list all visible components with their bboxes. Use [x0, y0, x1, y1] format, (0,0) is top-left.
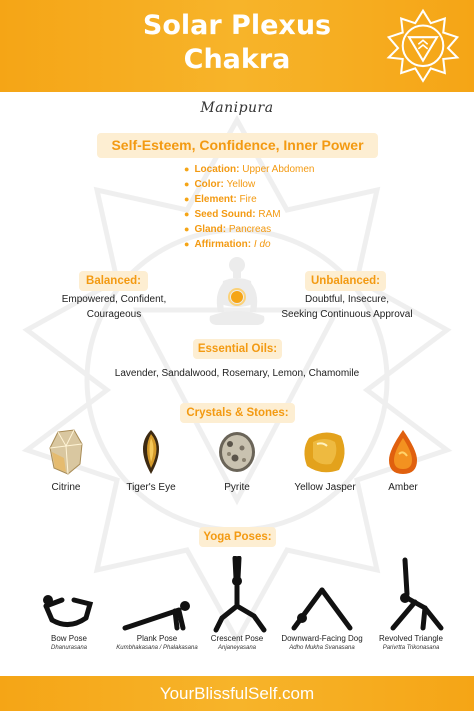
- pose-sanskrit-name: Kumbhakasana / Phalakasana: [116, 645, 198, 651]
- pose-sanskrit-name: Adho Mukha Svanasana: [289, 645, 355, 651]
- bullet-icon: ●: [184, 224, 190, 234]
- pyrite-crystal-icon: [217, 428, 257, 476]
- essential-oils-label: Essential Oils:: [193, 339, 282, 359]
- crystal-pyrite: [202, 428, 272, 493]
- attribute-key: Location: [194, 164, 237, 175]
- amber-crystal-icon: [383, 428, 423, 476]
- pose-sanskrit-name: Anjaneyasana: [217, 645, 257, 651]
- balanced-label: Balanced:: [79, 271, 148, 291]
- manipura-chakra-symbol-icon: [384, 6, 462, 84]
- attribute-key: Seed Sound: [194, 209, 253, 220]
- sanskrit-name: Manipura: [200, 100, 274, 116]
- pose-name: Crescent Pose: [210, 634, 264, 643]
- crescent-pose-figure-icon: [202, 556, 272, 634]
- attribute-list: [184, 162, 315, 252]
- balanced-line: Courageous: [86, 309, 142, 320]
- bullet-icon: ●: [184, 239, 190, 249]
- attribute-key: Gland: [194, 224, 223, 235]
- attribute-seed-sound: ● Seed Sound: RAM: [184, 209, 281, 220]
- pose-sanskrit-name: Parivrtta Trikonasana: [382, 645, 440, 651]
- pose-name: Plank Pose: [136, 634, 178, 643]
- essential-oils-list: Lavender, Sandalwood, Rosemary, Lemon, Chamomile: [114, 368, 360, 379]
- pose-name: Bow Pose: [50, 634, 88, 643]
- unbalanced-description: [276, 292, 418, 322]
- pose-name: Downward-Facing Dog: [281, 634, 363, 643]
- attribute-color: ● Color: Yellow: [184, 179, 256, 190]
- balanced-description: [40, 292, 188, 322]
- pose-downward-dog: [272, 556, 372, 652]
- attribute-element: ● Element: Fire: [184, 194, 257, 205]
- unbalanced-label: Unbalanced:: [305, 271, 386, 291]
- bullet-icon: ●: [184, 164, 190, 174]
- attribute-key: Element: [194, 194, 234, 205]
- crystal-label: Tiger's Eye: [126, 482, 176, 493]
- unbalanced-line: Seeking Continuous Approval: [281, 309, 413, 320]
- attribute-value: I do: [253, 239, 271, 250]
- unbalanced-line: Doubtful, Insecure,: [305, 294, 389, 305]
- pose-bow: [19, 556, 119, 652]
- attribute-value: Upper Abdomen: [242, 164, 315, 175]
- pose-revolved-triangle: [361, 556, 461, 652]
- revolved-triangle-figure-icon: [371, 556, 451, 634]
- attribute-value: Pancreas: [228, 224, 272, 235]
- attribute-value: Yellow: [226, 179, 256, 190]
- page-title-line1: Solar Plexus: [142, 10, 332, 41]
- crystals-label: Crystals & Stones:: [180, 403, 295, 423]
- crystal-label: Yellow Jasper: [294, 482, 356, 493]
- bullet-icon: ●: [184, 209, 190, 219]
- attribute-key: Affirmation: [194, 239, 248, 250]
- attribute-value: Fire: [239, 194, 257, 205]
- theme-banner: Self-Esteem, Confidence, Inner Power: [97, 133, 378, 158]
- crystal-citrine: [31, 428, 101, 493]
- crystal-amber: [368, 428, 438, 493]
- meditating-figure-icon: [206, 254, 268, 326]
- yellow-jasper-crystal-icon: [301, 428, 349, 476]
- pose-name: Revolved Triangle: [378, 634, 444, 643]
- bullet-icon: ●: [184, 194, 190, 204]
- bow-pose-figure-icon: [34, 556, 104, 634]
- attribute-affirmation: ● Affirmation: I do: [184, 239, 271, 250]
- balanced-line: Empowered, Confident,: [61, 294, 167, 305]
- yoga-poses-label: Yoga Poses:: [199, 527, 276, 547]
- crystal-label: Citrine: [51, 482, 81, 493]
- plank-pose-figure-icon: [117, 556, 197, 634]
- tigers-eye-crystal-icon: [131, 428, 171, 476]
- header-banner: [0, 0, 474, 92]
- attribute-value: RAM: [258, 209, 281, 220]
- attribute-gland: ● Gland: Pancreas: [184, 224, 272, 235]
- citrine-crystal-icon: [46, 428, 86, 476]
- crystal-label: Amber: [388, 482, 418, 493]
- bullet-icon: ●: [184, 179, 190, 189]
- page-title-line2: Chakra: [183, 44, 291, 75]
- attribute-key: Color: [194, 179, 221, 190]
- crystal-label: Pyrite: [224, 482, 250, 493]
- crystal-tigers-eye: [116, 428, 186, 493]
- pose-sanskrit-name: Dhanurasana: [50, 645, 88, 651]
- attribute-location: ● Location: Upper Abdomen: [184, 164, 315, 175]
- footer-website[interactable]: YourBlissfulSelf.com: [0, 676, 474, 711]
- downward-dog-figure-icon: [282, 556, 362, 634]
- crystal-yellow-jasper: [290, 428, 360, 493]
